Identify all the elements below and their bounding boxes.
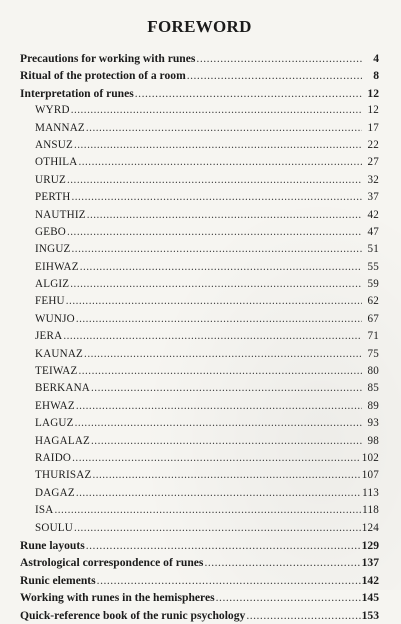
toc-entry [20,85,379,102]
toc-entry [20,67,379,84]
leader-dots [91,433,362,450]
toc-entry [20,589,379,606]
toc-subentry-page: 42 [367,208,379,221]
toc-entry-label: Working with runes in the hemispheres [20,591,215,605]
toc-subentry [20,485,379,502]
leader-dots [91,380,362,397]
toc-subentry-page: 107 [361,469,379,482]
leader-dots [75,415,362,432]
toc-subentry [20,207,379,224]
toc-subentry-page: 59 [367,278,379,291]
toc-subentry [20,433,379,450]
toc-subentry [20,520,379,537]
leader-dots [67,224,362,241]
leader-dots [63,328,362,345]
toc-subentry-page: 27 [367,156,379,169]
toc-subentry [20,363,379,380]
toc-subentry-label: TEIWAZ [35,365,78,378]
leader-dots [66,293,362,310]
toc-entry-page: 8 [373,69,379,83]
table-of-contents [20,50,379,624]
toc-subentry [20,346,379,363]
toc-subentry-label: JERA [35,330,63,343]
toc-subentry-label: INGUZ [35,243,71,256]
toc-subentry-label: URUZ [35,173,66,186]
toc-subentry-label: PERTH [35,191,71,204]
page-title: FOREWORD [147,17,252,36]
toc-subentry [20,189,379,206]
leader-dots [196,50,362,67]
toc-entry-page: 153 [361,608,379,622]
toc-subentry [20,137,379,154]
toc-entry-label: Rune layouts [20,538,85,552]
toc-subentry-label: RAIDO [35,451,72,464]
toc-subentry-label: GEBO [35,225,66,238]
toc-subentry-page: 67 [367,312,379,325]
toc-subentry-page: 102 [361,451,379,464]
leader-dots [78,154,362,171]
toc-subentry-page: 71 [367,330,379,343]
leader-dots [78,363,362,380]
leader-dots [54,502,361,519]
toc-subentry-label: ANSUZ [35,138,73,151]
toc-subentry [20,450,379,467]
toc-subentry [20,293,379,310]
toc-entry [20,607,379,624]
toc-subentry-label: FEHU [35,295,65,308]
leader-dots [74,520,361,537]
toc-entry-page: 12 [367,86,379,100]
toc-subentry-page: 113 [362,486,379,499]
toc-subentry-label: THURISAZ [35,469,92,482]
toc-subentry-page: 17 [367,121,379,134]
toc-subentry [20,311,379,328]
toc-subentry [20,224,379,241]
leader-dots [76,398,362,415]
toc-subentry-label: EHWAZ [35,399,75,412]
leader-dots [76,485,361,502]
toc-subentry-label: HAGALAZ [35,434,91,447]
toc-subentry [20,120,379,137]
toc-subentry-page: 85 [367,382,379,395]
toc-subentry-page: 22 [367,138,379,151]
leader-dots [216,589,361,606]
toc-entry-page: 137 [361,556,379,570]
leader-dots [67,172,362,189]
toc-entry-label: Quick-reference book of the runic psychology [20,608,246,622]
leader-dots [87,207,362,224]
leader-dots [92,467,360,484]
toc-entry-label: Runic elements [20,573,96,587]
toc-entry-label: Ritual of the protection of a room [20,69,186,83]
toc-entry [20,50,379,67]
toc-subentry [20,172,379,189]
toc-subentry-page: 89 [367,399,379,412]
toc-subentry [20,398,379,415]
toc-subentry-label: BERKANA [35,382,91,395]
leader-dots [76,311,362,328]
toc-subentry-page: 98 [367,434,379,447]
toc-subentry-label: NAUTHIZ [35,208,86,221]
leader-dots [86,120,362,137]
toc-subentry-page: 55 [367,260,379,273]
toc-subentry-label: DAGAZ [35,486,75,499]
leader-dots [74,137,362,154]
toc-subentry-page: 62 [367,295,379,308]
toc-entry-label: Interpretation of runes [20,86,134,100]
toc-subentry-page: 118 [362,504,379,517]
toc-subentry-page: 51 [367,243,379,256]
toc-subentry [20,467,379,484]
leader-dots [135,85,362,102]
leader-dots [71,189,362,206]
toc-subentry [20,102,379,119]
toc-subentry-label: WUNJO [35,312,75,325]
toc-subentry-label: ALGIZ [35,278,70,291]
toc-subentry-label: WYRD [35,104,70,117]
toc-subentry [20,154,379,171]
toc-subentry-page: 12 [367,104,379,117]
leader-dots [72,450,361,467]
toc-subentry [20,380,379,397]
toc-entry-label: Precautions for working with runes [20,52,196,65]
toc-subentry-page: 124 [361,521,379,534]
toc-subentry-page: 93 [367,417,379,430]
leader-dots [84,346,362,363]
toc-subentry-page: 80 [367,365,379,378]
leader-dots [204,554,360,571]
leader-dots [80,259,362,276]
toc-entry [20,554,379,571]
toc-entry [20,572,379,589]
leader-dots [72,241,362,258]
toc-subentry-label: OTHILA [35,156,78,169]
toc-subentry-page: 75 [367,347,379,360]
toc-subentry-label: ISA [35,504,54,517]
toc-entry-page: 145 [361,591,379,605]
toc-subentry-label: LAGUZ [35,417,74,430]
toc-subentry-label: MANNAZ [35,121,85,134]
toc-entry-page: 4 [373,52,379,65]
toc-subentry [20,259,379,276]
toc-entry-page: 142 [361,573,379,587]
toc-entry [20,537,379,554]
toc-subentry-page: 47 [367,225,379,238]
leader-dots [246,607,360,624]
leader-dots [187,67,362,84]
leader-dots [71,102,362,119]
toc-subentry-label: EIHWAZ [35,260,79,273]
leader-dots [70,276,362,293]
toc-subentry [20,502,379,519]
toc-subentry [20,328,379,345]
toc-subentry [20,241,379,258]
toc-subentry [20,415,379,432]
leader-dots [97,572,361,589]
toc-subentry-label: KAUNAZ [35,347,84,360]
toc-entry-page: 129 [361,538,379,552]
toc-subentry-page: 32 [367,173,379,186]
toc-subentry [20,276,379,293]
toc-subentry-page: 37 [367,191,379,204]
toc-subentry-label: SOULU [35,521,73,534]
toc-entry-label: Astrological correspondence of runes [20,556,204,570]
leader-dots [86,537,361,554]
